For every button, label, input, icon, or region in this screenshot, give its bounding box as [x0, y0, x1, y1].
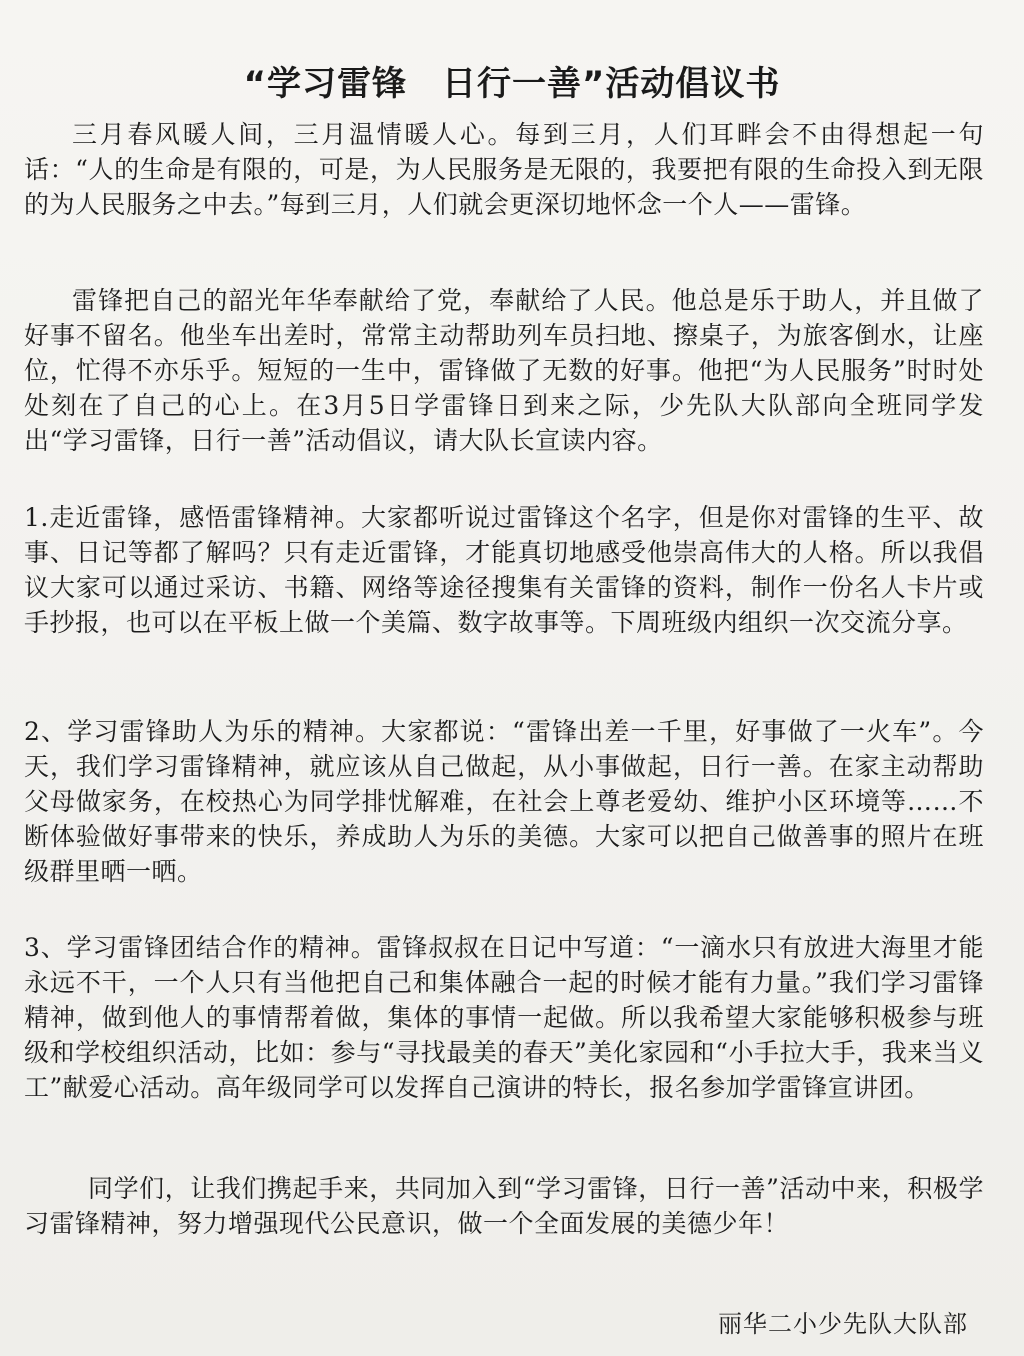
intro-paragraph: 三月春风暖人间，三月温情暖人心。每到三月，人们耳畔会不由得想起一句话：“人的生命是有限的，可是，为人民服务是无限的，我要把有限的生命投入到无限的为人民服务之中去。”每到三月，人们就会更深切地怀念一个人——雷锋。 [24, 120, 984, 219]
proposal-item: 2、学习雷锋助人为乐的精神。大家都说：“雷锋出差一千里，好事做了一火车”。今天，我们学习雷锋精神，就应该从自己做起，从小事做起，日行一善。在家主动帮助父母做家务，在校热心为同学排忧解难，在社会上尊老爱幼、维护小区环境等……不断体验做好事带来的快乐，养成助人为乐的美德。大家可以把自己做善事的照片在班级群里晒一晒。 [24, 717, 984, 886]
signature: 丽华二小少先队大队部 [718, 1310, 968, 1338]
closing-paragraph: 同学们，让我们携起手来，共同加入到“学习雷锋，日行一善”活动中来，积极学习雷锋精神，努力增强现代公民意识，做一个全面发展的美德少年！ [24, 1174, 984, 1238]
document-title: “学习雷锋 日行一善”活动倡议书 [243, 64, 781, 104]
proposal-item: 1.走近雷锋，感悟雷锋精神。大家都听说过雷锋这个名字，但是你对雷锋的生平、故事、日记等都了解吗？只有走近雷锋，才能真切地感受他崇高伟大的人格。所以我倡议大家可以通过采访、书籍、网络等途径搜集有关雷锋的资料，制作一份名人卡片或手抄报，也可以在平板上做一个美篇、数字故事等。下周班级内组织一次交流分享。 [24, 503, 984, 637]
proposal-item: 3、学习雷锋团结合作的精神。雷锋叔叔在日记中写道：“一滴水只有放进大海里才能永远不干，一个人只有当他把自己和集体融合一起的时候才能有力量。”我们学习雷锋精神，做到他人的事情帮着做，集体的事情一起做。所以我希望大家能够积极参与班级和学校组织活动，比如：参与“寻找最美的春天”美化家园和“小手拉大手，我来当义工”献爱心活动。高年级同学可以发挥自己演讲的特长，报名参加学雷锋宣讲团。 [24, 933, 984, 1102]
intro-paragraph: 雷锋把自己的韶光年华奉献给了党，奉献给了人民。他总是乐于助人，并且做了好事不留名。他坐车出差时，常常主动帮助列车员扫地、擦桌子，为旅客倒水，让座位，忙得不亦乐乎。短短的一生中，雷锋做了无数的好事。他把“为人民服务”时时处处刻在了自己的心上。在3月5日学雷锋日到来之际，少先队大队部向全班同学发出“学习雷锋，日行一善”活动倡议，请大队长宣读内容。 [24, 286, 984, 455]
